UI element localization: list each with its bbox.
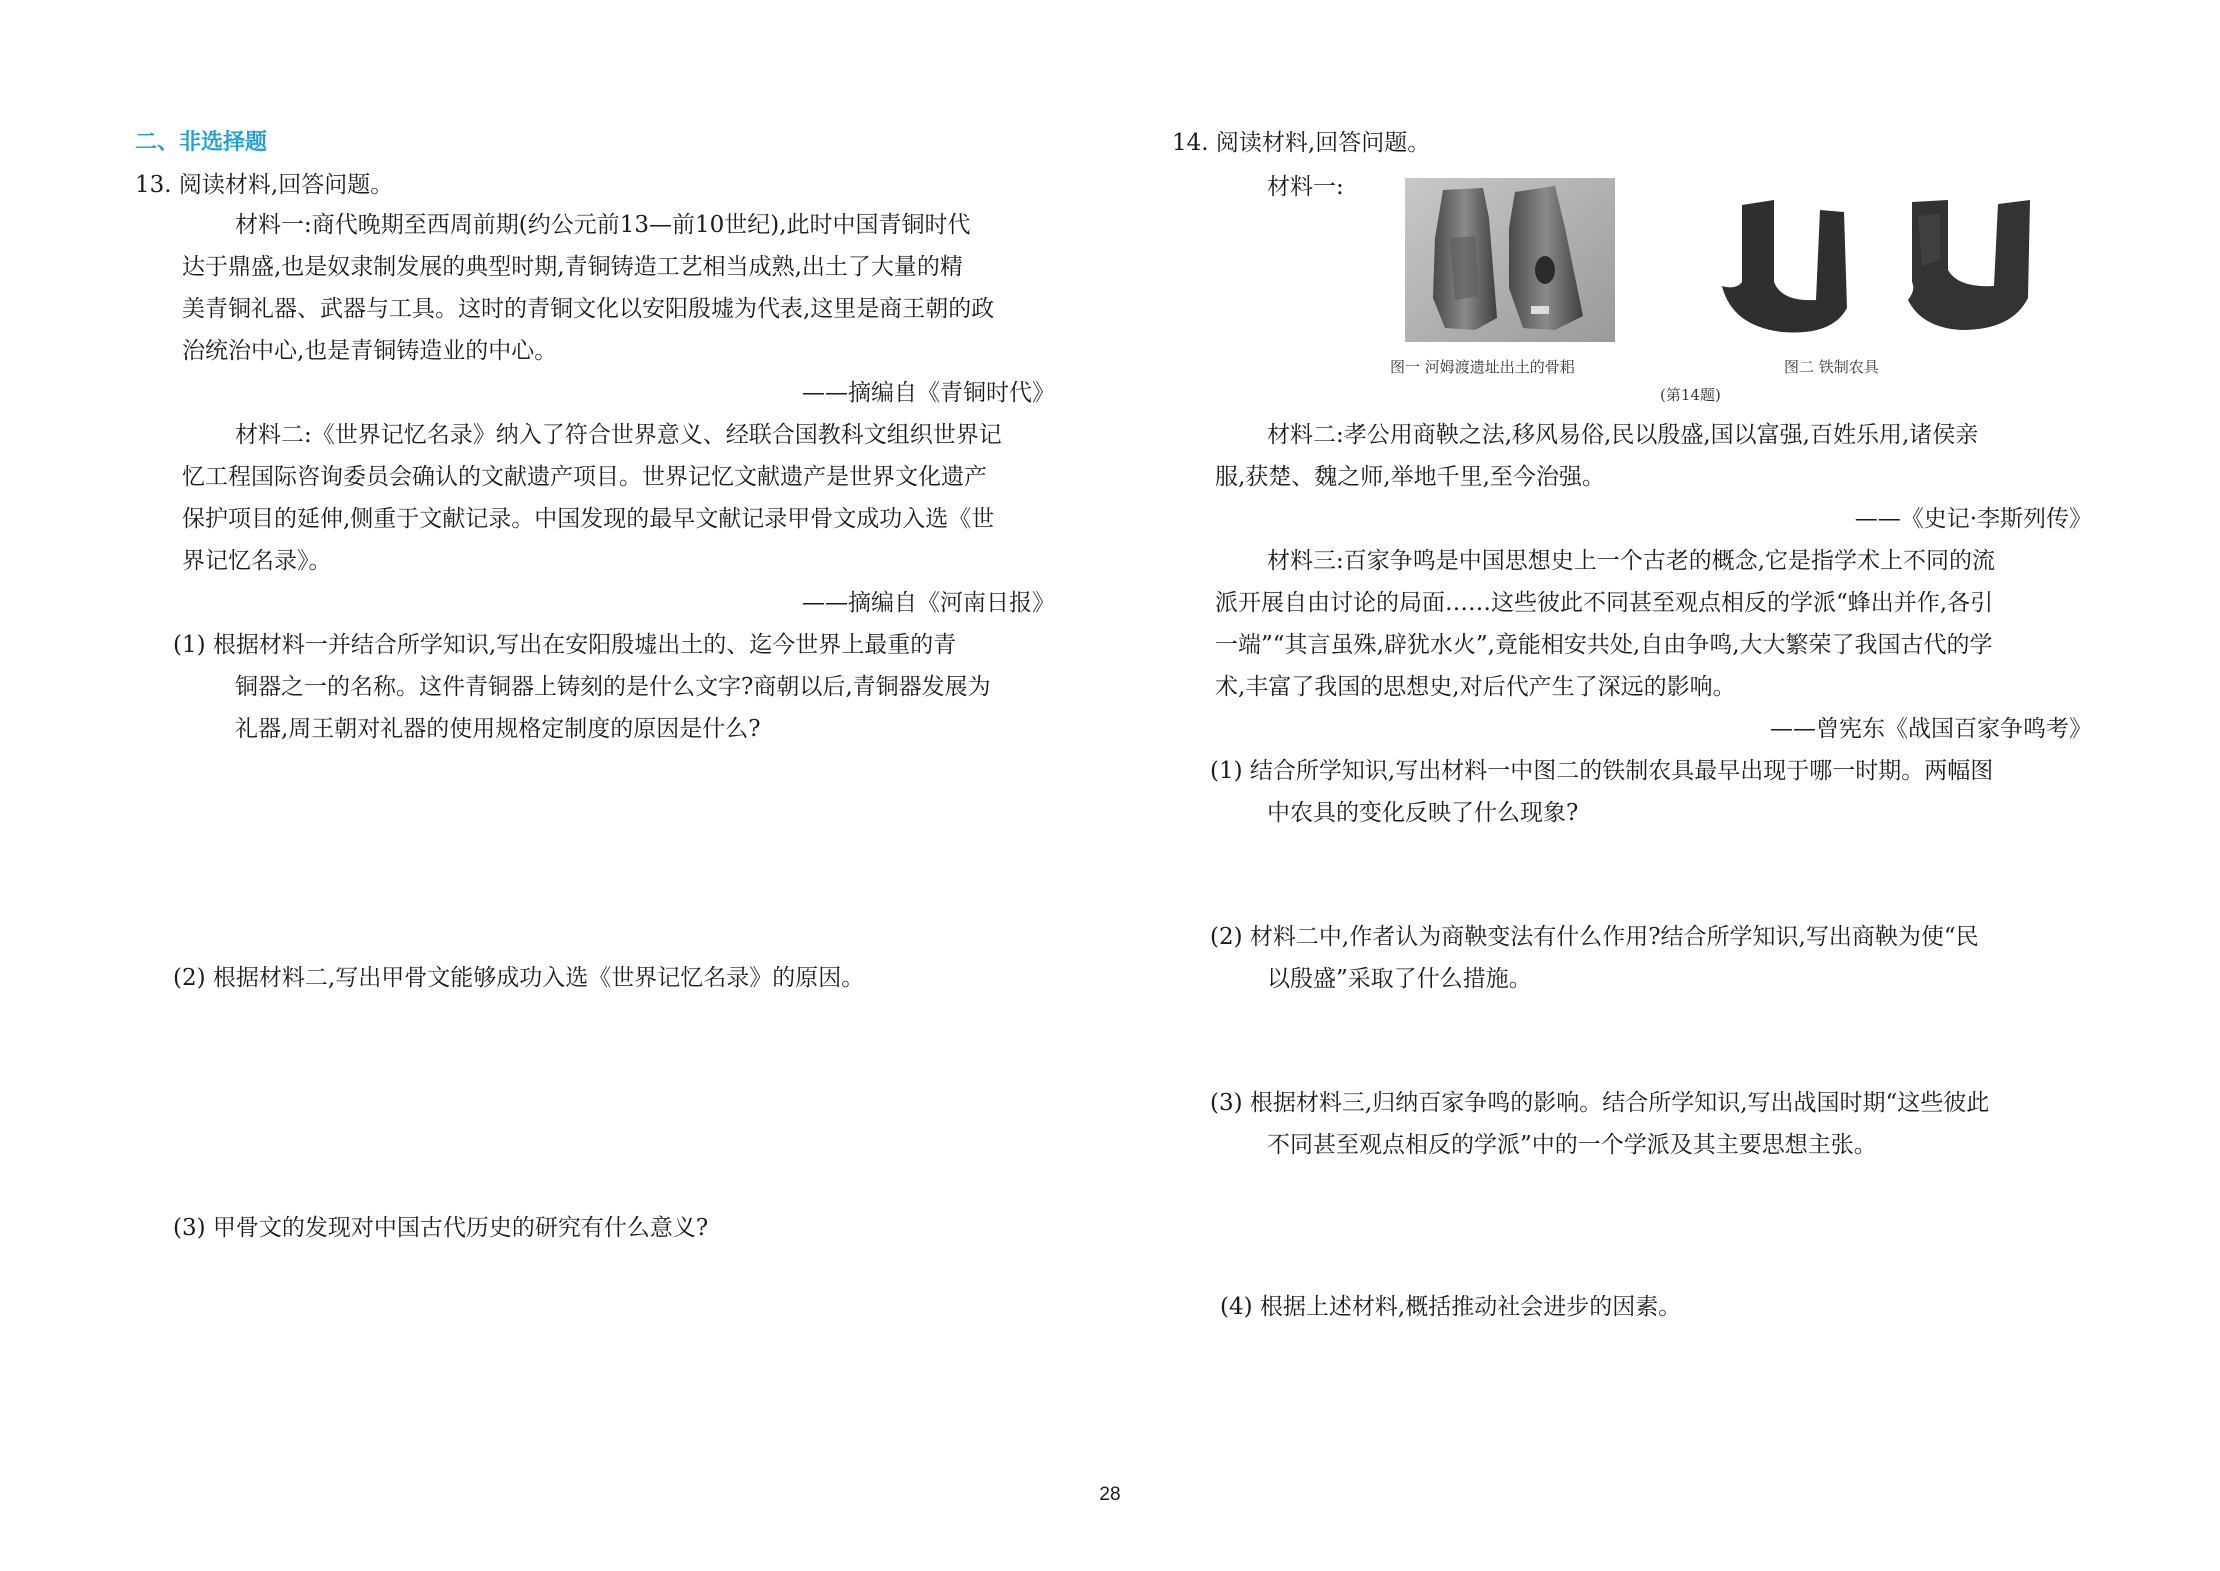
q14-material2-source: ——《史记·李斯列传》: [1854, 506, 2092, 532]
q14-question2-line: 以殷盛”采取了什么措施。: [1267, 966, 1532, 992]
q14-material2-line: 服,获楚、魏之师,举地千里,至今治强。: [1215, 464, 1605, 490]
q14-material3-line: 派开展自由讨论的局面……这些彼此不同甚至观点相反的学派“蜂出并作,各引: [1215, 590, 1994, 616]
section-title: 二、非选择题: [135, 130, 268, 155]
q13-question1-line: (1) 根据材料一并结合所学知识,写出在安阳殷墟出土的、迄今世界上最重的青: [173, 632, 957, 658]
q13-material2-source: ——摘编自《河南日报》: [802, 590, 1055, 616]
q13-material2-line: 材料二:《世界记忆名录》纳入了符合世界意义、经联合国教科文组织世界记: [235, 422, 1002, 448]
q14-material3-source: ——曾宪东《战国百家争鸣考》: [1770, 716, 2092, 742]
bone-spade-photo: [1405, 178, 1615, 342]
q14-material3-line: 一端”“其言虽殊,辟犹水火”,竟能相安共处,自由争鸣,大大繁荣了我国古代的学: [1215, 632, 1993, 658]
q13-question1-line: 铜器之一的名称。这件青铜器上铸刻的是什么文字?商朝以后,青铜器发展为: [235, 674, 991, 700]
q13-material1-line: 治统治中心,也是青铜铸造业的中心。: [182, 338, 558, 364]
q13-material1-line: 达于鼎盛,也是奴隶制发展的典型时期,青铜铸造工艺相当成熟,出土了大量的精: [182, 254, 963, 280]
figure-note: (第14题): [1660, 386, 1721, 404]
q14-material3-line: 术,丰富了我国的思想史,对后代产生了深远的影响。: [1215, 674, 1736, 700]
q14-question1-line: (1) 结合所学知识,写出材料一中图二的铁制农具最早出现于哪一时期。两幅图: [1210, 758, 1994, 784]
q14-question4: (4) 根据上述材料,概括推动社会进步的因素。: [1220, 1294, 1682, 1320]
q14-question3-line: (3) 根据材料三,归纳百家争鸣的影响。结合所学知识,写出战国时期“这些彼此: [1210, 1090, 1990, 1116]
q13-material2-line: 忆工程国际咨询委员会确认的文献遗产项目。世界记忆文献遗产是世界文化遗产: [182, 464, 987, 490]
q13-question3: (3) 甲骨文的发现对中国古代历史的研究有什么意义?: [173, 1215, 709, 1241]
q14-question1-line: 中农具的变化反映了什么现象?: [1267, 800, 1579, 826]
q13-material1-line: 材料一:商代晚期至西周前期(约公元前13—前10世纪),此时中国青铜时代: [235, 212, 971, 238]
q13-material2-line: 保护项目的延伸,侧重于文献记录。中国发现的最早文献记录甲骨文成功入选《世: [182, 506, 995, 532]
q13-question1-line: 礼器,周王朝对礼器的使用规格定制度的原因是什么?: [235, 716, 761, 742]
q14-material1-label: 材料一:: [1267, 174, 1344, 200]
q13-material1-source: ——摘编自《青铜时代》: [802, 380, 1055, 406]
q14-question2-line: (2) 材料二中,作者认为商鞅变法有什么作用?结合所学知识,写出商鞅为使“民: [1210, 924, 1979, 950]
iron-tools-photo: [1712, 190, 2092, 340]
q13-stem: 13. 阅读材料,回答问题。: [135, 172, 394, 198]
q13-material2-line: 界记忆名录》。: [182, 548, 332, 574]
q14-question3-line: 不同甚至观点相反的学派”中的一个学派及其主要思想主张。: [1267, 1132, 1877, 1158]
figure1-caption: 图一 河姆渡遗址出土的骨耜: [1390, 358, 1575, 376]
q14-material2-line: 材料二:孝公用商鞅之法,移风易俗,民以殷盛,国以富强,百姓乐用,诸侯亲: [1267, 422, 1979, 448]
q13-question2: (2) 根据材料二,写出甲骨文能够成功入选《世界记忆名录》的原因。: [173, 965, 865, 991]
q14-stem: 14. 阅读材料,回答问题。: [1172, 130, 1431, 156]
page-number: 28: [1099, 1484, 1121, 1505]
q13-material1-line: 美青铜礼器、武器与工具。这时的青铜文化以安阳殷墟为代表,这里是商王朝的政: [182, 296, 995, 322]
q14-material3-line: 材料三:百家争鸣是中国思想史上一个古老的概念,它是指学术上不同的流: [1267, 548, 1996, 574]
figure2-caption: 图二 铁制农具: [1784, 358, 1879, 376]
